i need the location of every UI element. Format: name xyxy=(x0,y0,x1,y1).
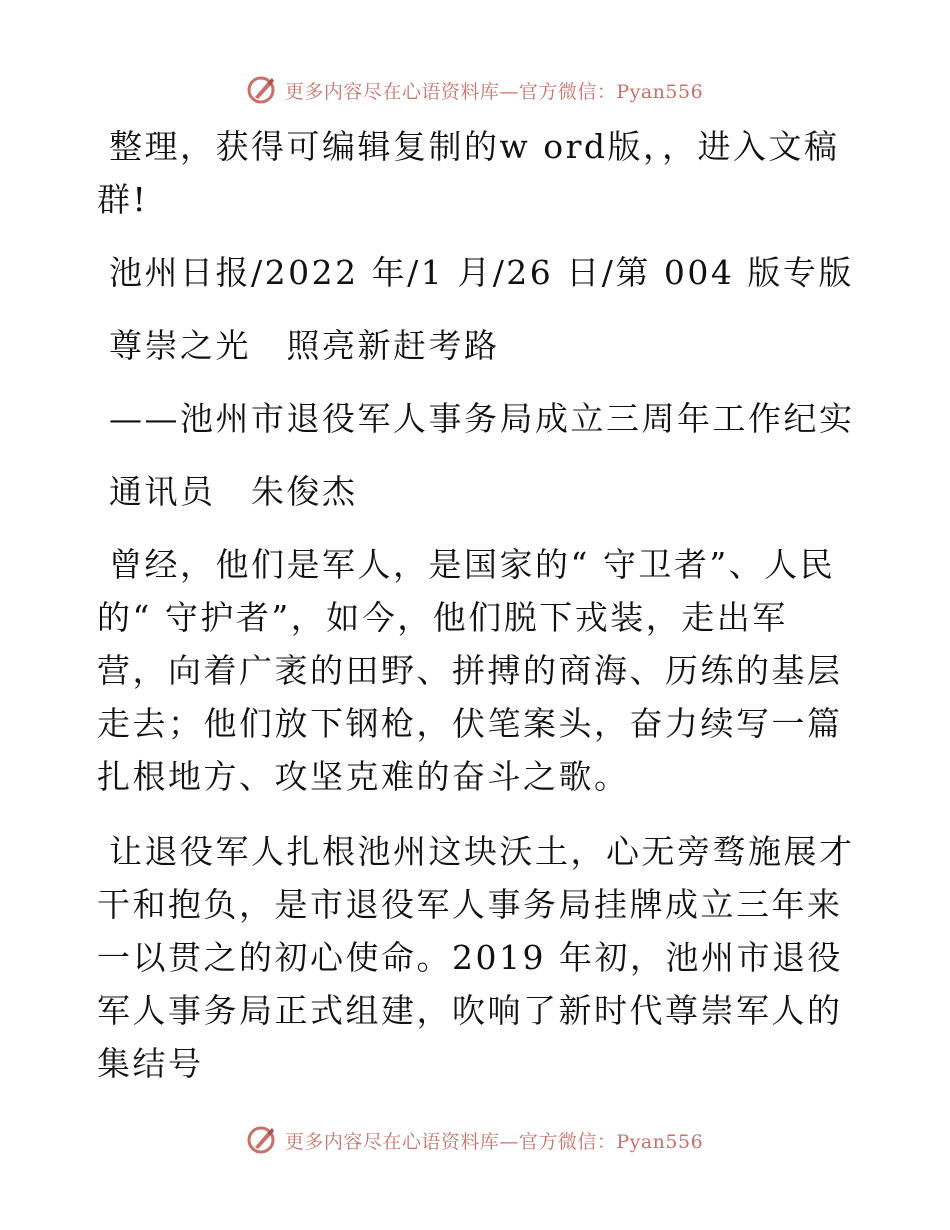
pen-logo-icon xyxy=(247,75,277,105)
document-body xyxy=(97,120,857,1112)
author-line: 通讯员 朱俊杰 xyxy=(109,472,358,511)
body-paragraph: 曾经，他们是军人，是国家的“ 守卫者”、人民的“ 守护者”，如今，他们脱下戎装，走出军营，向着广袤的田野、拼搏的商海、历练的基层走去；他们放下钢枪，伏笔案头，奋力续写一篇扎根地方、攻坚克难的奋斗之歌。 xyxy=(97,545,843,796)
intro-line: 整理，获得可编辑复制的w ord版，，进入文稿群! xyxy=(97,127,840,219)
watermark-text: 更多内容尽在心语资料库—官方微信：Pyan556 xyxy=(284,80,704,103)
article-subtitle: ——池州市退役军人事务局成立三周年工作纪实 xyxy=(109,399,855,438)
body-paragraph: 让退役军人扎根池州这块沃土，心无旁骛施展才干和抱负，是市退役军人事务局挂牌成立三年来一以贯之的初心使命。2019 年初，池州市退役军人事务局正式组建，吹响了新时代尊崇军人的集结号 xyxy=(97,832,855,1083)
source-line: 池州日报/2022 年/1 月/26 日/第 004 版专版 xyxy=(109,253,854,292)
pen-logo-icon xyxy=(247,1125,277,1155)
footer-watermark xyxy=(0,1120,950,1160)
header-watermark xyxy=(0,70,950,110)
article-title: 尊崇之光 照亮新赶考路 xyxy=(109,326,500,365)
watermark-text: 更多内容尽在心语资料库—官方微信：Pyan556 xyxy=(284,1130,704,1153)
